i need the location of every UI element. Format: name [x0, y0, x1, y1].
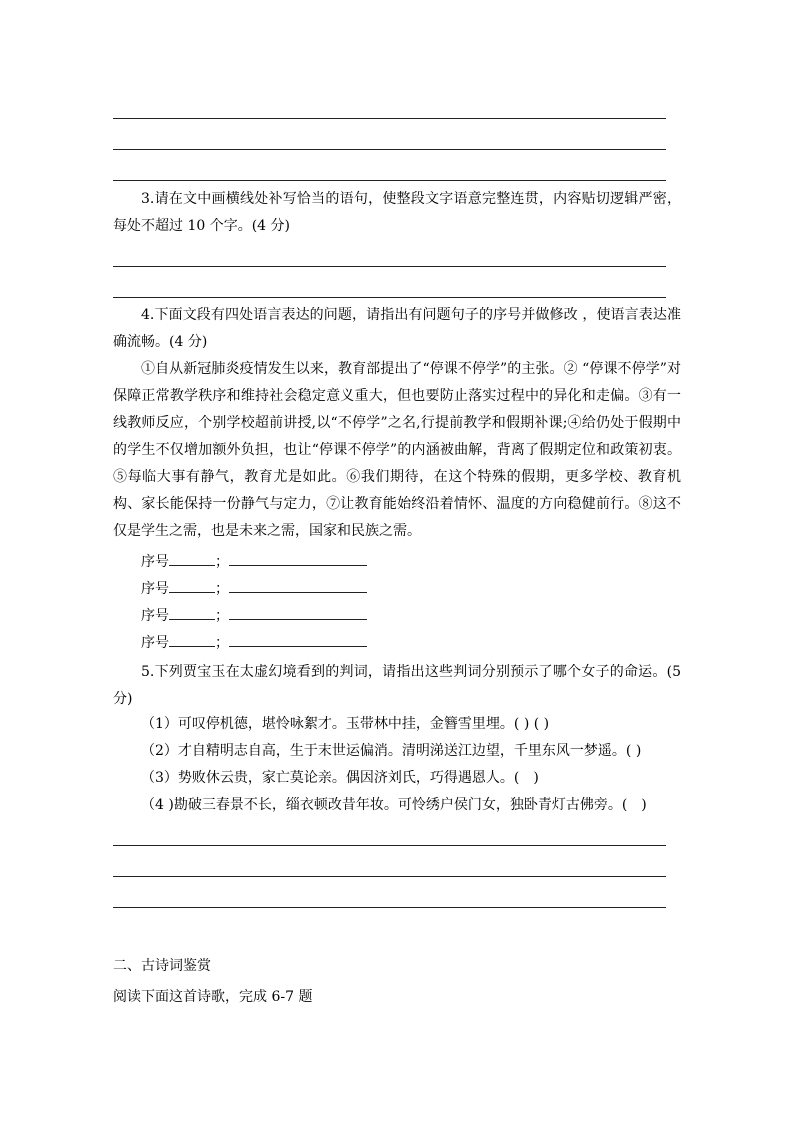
answer-row	[141, 551, 367, 572]
question-5-prompt: 5.下列贾宝玉在太虚幻境看到的判词，请指出这些判词分别预示了哪个女子的命运。(5分)	[113, 664, 681, 707]
answer-line	[113, 149, 666, 150]
answer-label: 序号	[141, 635, 169, 651]
question-3-prompt: 3.请在文中画横线处补写恰当的语句，使整段文字语意完整连贯，内容贴切逻辑严密，每处不超过 10 个字。(4 分)	[113, 191, 681, 234]
answer-blank-correction[interactable]	[229, 605, 367, 620]
answer-line	[113, 907, 666, 908]
answer-blank-number[interactable]	[169, 632, 215, 647]
answer-separator: ；	[215, 635, 229, 651]
answer-line	[113, 876, 666, 877]
answer-row	[141, 578, 367, 599]
verdict-item: （1）可叹停机德，堪怜咏絮才。玉带林中挂，金簪雪里埋。( ) ( )	[141, 716, 550, 732]
answer-label: 序号	[141, 554, 169, 570]
answer-blank-correction[interactable]	[229, 578, 367, 593]
answer-label: 序号	[141, 581, 169, 597]
verdict-item: （4 )勘破三春景不长，缁衣顿改昔年妆。可怜绣户侯门女，独卧青灯古佛旁。( )	[141, 797, 647, 813]
answer-row	[141, 605, 367, 626]
answer-line	[113, 118, 666, 119]
answer-line	[113, 266, 666, 267]
answer-separator: ；	[215, 581, 229, 597]
answer-blank-number[interactable]	[169, 605, 215, 620]
answer-separator: ；	[215, 554, 229, 570]
answer-line	[113, 845, 666, 846]
answer-label: 序号	[141, 608, 169, 624]
verdict-item: （3）势败休云贵，家亡莫论亲。偶因济刘氏，巧得遇恩人。( )	[141, 770, 539, 786]
answer-blank-number[interactable]	[169, 578, 215, 593]
answer-blank-correction[interactable]	[229, 632, 367, 647]
answer-line	[113, 297, 666, 298]
answer-row	[141, 632, 367, 653]
section-heading: 二、古诗词鉴赏	[113, 958, 211, 974]
answer-blank-number[interactable]	[169, 551, 215, 566]
question-4-prompt: 4.下面文段有四处语言表达的问题，请指出有问题句子的序号并做修改 ，使语言表达准确流畅。(4 分)	[113, 307, 681, 350]
verdict-item: （2）才自精明志自高，生于末世运偏消。清明涕送江边望，千里东风一梦遥。( )	[141, 743, 642, 759]
answer-line	[113, 180, 666, 181]
section-instruction: 阅读下面这首诗歌，完成 6-7 题	[113, 989, 313, 1005]
question-4-passage: ①自从新冠肺炎疫情发生以来，教育部提出了“停课不停学”的主张。② “停课不停学”对保障正常教学秩序和维持社会稳定意义重大，但也要防止落实过程中的异化和走偏。③有一线教师反应，个别学校超前讲授,以“不停学”之名,行提前教学和假期补课;④给仍处于假期中的学生不仅增加额外负担，也让“停课不停学”的内涵被曲解，背离了假期定位和政策初衷。⑤每临大事有静气，教育尤是如此。⑥我们期待，在这个特殊的假期，更多学校、教育机构、家长能保持一份静气与定力，⑦让教育能始终沿着情怀、温度的方向稳健前行。⑧这不仅是学生之需，也是未来之需，国家和民族之需。	[113, 361, 681, 539]
answer-blank-correction[interactable]	[229, 551, 367, 566]
answer-separator: ；	[215, 608, 229, 624]
